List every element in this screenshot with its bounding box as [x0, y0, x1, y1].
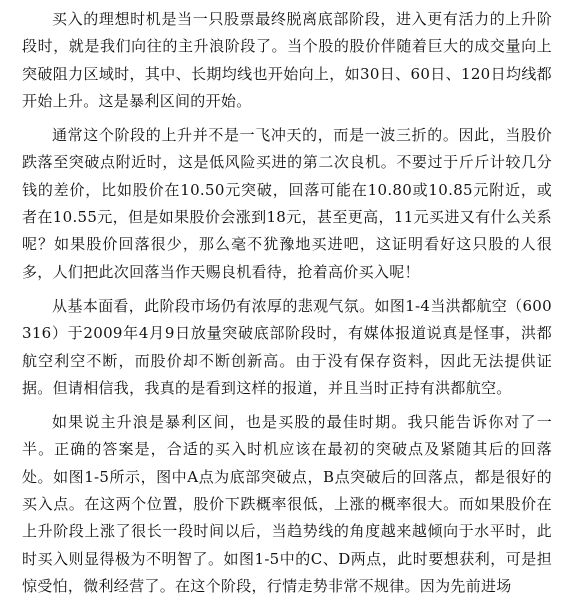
body-text [22, 6, 552, 600]
paragraph-buy-timing: 买入的理想时机是当一只股票最终脱离底部阶段，进入更有活力的上升阶段时，就是我们向往的主升浪阶段了。当个股的股价伴随着巨大的成交量向上突破阻力区域时，其中、长期均线也开始向上，如30日、60日、120日均线都开始上升。这是暴利区间的开始。 [22, 10, 552, 110]
paragraph-main-wave-buy-points: 如果说主升浪是暴利区间，也是买股的最佳时期。我只能告诉你对了一半。正确的答案是，合适的买入时机应该在最初的突破点及紧随其后的回落处。如图1-5所示，图中A点为底部突破点，B点突破后的回落点，都是很好的买入点。在这两个位置，股价下跌概率很低，上涨的概率很大。而如果股价在上升阶段上涨了很长一段时间以后，当趋势线的角度越来越倾向于水平时，此时买入则显得极为不明智了。如图1-5中的C、D两点，此时要想获利，可是担惊受怕，微利经营了。在这个阶段，行情走势非常不规律。因为先前进场 [22, 413, 552, 595]
paragraph-pullback-opportunity: 通常这个阶段的上升并不是一飞冲天的，而是一波三折的。因此，当股价跌落至突破点附近时，这是低风险买进的第二次良机。不要过于斤斤计较几分钱的差价，比如股价在10.50元突破，回落可能在10.80或10.85元附近，或者在10.55元，但是如果股价会涨到18元，甚至更高，11元买进又有什么关系呢？如果股价回落很少，那么毫不犹豫地买进吧，这证明看好这只股的人很多，人们把此次回落当作天赐良机看待，抢着高价买入呢！ [22, 126, 552, 281]
paragraph-fundamentals-example: 从基本面看，此阶段市场仍有浓厚的悲观气氛。如图1-4当洪都航空（600316）于2009年4月9日放量突破底部阶段时，有媒体报道说真是怪事，洪都航空利空不断，而股价却不断创新高。由于没有保存资料，因此无法提供证据。但请相信我，我真的是看到这样的报道，并且当时正持有洪都航空。 [22, 296, 552, 397]
